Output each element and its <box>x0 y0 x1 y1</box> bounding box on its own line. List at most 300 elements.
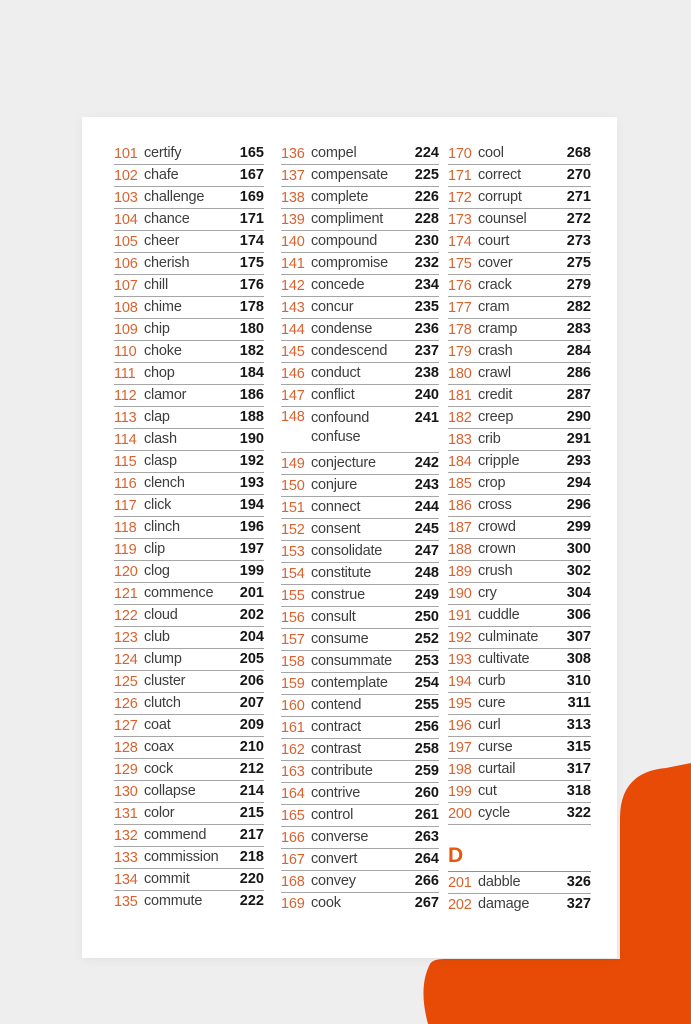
entry-word <box>144 342 240 361</box>
entry-page-number: 236 <box>414 321 439 337</box>
entry-word-line: construe <box>311 587 366 603</box>
entry-number: 135 <box>114 893 138 910</box>
entry-word-line: counsel <box>478 211 527 227</box>
index-entry <box>281 165 439 187</box>
entry-page-number: 206 <box>239 673 264 689</box>
index-entry <box>448 872 591 894</box>
entry-number: 182 <box>448 409 472 426</box>
entry-word <box>311 144 415 163</box>
entry-page-number: 225 <box>414 167 439 183</box>
entry-word-line: cycle <box>478 805 511 821</box>
section-header <box>448 825 591 872</box>
entry-number: 190 <box>448 585 472 602</box>
index-entry <box>281 541 439 563</box>
entry-word <box>144 254 240 273</box>
entry-number: 198 <box>448 761 472 778</box>
entry-word-line: contemplate <box>311 675 388 691</box>
index-entry <box>281 187 439 209</box>
entry-page-number: 290 <box>566 409 591 425</box>
entry-word-line: control <box>311 807 354 823</box>
entry-number: 163 <box>281 763 305 780</box>
index-entry <box>114 451 264 473</box>
entry-page-number: 205 <box>239 651 264 667</box>
entry-page-number: 214 <box>239 783 264 799</box>
entry-word <box>144 738 240 757</box>
index-entry <box>281 695 439 717</box>
entry-number: 173 <box>448 211 472 228</box>
entry-word-line: convert <box>311 851 358 867</box>
entry-word <box>478 540 567 559</box>
entry-word <box>478 606 567 625</box>
index-entry <box>114 649 264 671</box>
index-entry <box>114 143 264 165</box>
index-column <box>448 143 591 915</box>
entry-word-line: cherish <box>144 255 190 271</box>
index-entry <box>448 341 591 363</box>
entry-word-line: concur <box>311 299 354 315</box>
entry-word <box>478 650 567 669</box>
index-entry <box>281 607 439 629</box>
entry-page-number: 258 <box>414 741 439 757</box>
entry-word <box>478 452 567 471</box>
entry-word-line: cluster <box>144 673 186 689</box>
entry-page-number: 220 <box>239 871 264 887</box>
entry-number: 162 <box>281 741 305 758</box>
entry-word-line: clog <box>144 563 170 579</box>
entry-word <box>311 498 415 517</box>
entry-word <box>144 320 240 339</box>
index-entry <box>281 871 439 893</box>
entry-number: 155 <box>281 587 305 604</box>
entry-page-number: 171 <box>239 211 264 227</box>
entry-number: 136 <box>281 145 305 162</box>
entry-page-number: 293 <box>566 453 591 469</box>
entry-word-line: curb <box>478 673 506 689</box>
entry-word-line: chill <box>144 277 168 293</box>
entry-page-number: 284 <box>566 343 591 359</box>
entry-number: 123 <box>114 629 138 646</box>
entry-number: 160 <box>281 697 305 714</box>
entry-page-number: 317 <box>566 761 591 777</box>
entry-word <box>311 454 415 473</box>
entry-page-number: 234 <box>414 277 439 293</box>
entry-word-line: consume <box>311 631 369 647</box>
entry-number: 186 <box>448 497 472 514</box>
entry-word-line: connect <box>311 499 361 515</box>
entry-number: 132 <box>114 827 138 844</box>
entry-word <box>144 452 240 471</box>
entry-word-line: credit <box>478 387 513 403</box>
entry-word-line: contribute <box>311 763 373 779</box>
index-entry <box>448 539 591 561</box>
entry-number: 151 <box>281 499 305 516</box>
entry-word-line: cheer <box>144 233 180 249</box>
index-entry <box>281 385 439 407</box>
entry-word <box>478 320 567 339</box>
entry-number: 194 <box>448 673 472 690</box>
entry-word-line: cut <box>478 783 497 799</box>
entry-number: 141 <box>281 255 305 272</box>
entry-word-line: choke <box>144 343 182 359</box>
index-entry <box>448 231 591 253</box>
entry-word-line: conjecture <box>311 455 376 471</box>
index-entry <box>281 253 439 275</box>
index-entry <box>281 717 439 739</box>
entry-word <box>311 254 415 273</box>
entry-page-number: 242 <box>414 455 439 471</box>
entry-word <box>311 652 415 671</box>
entry-number: 134 <box>114 871 138 888</box>
entry-word <box>478 166 567 185</box>
index-entry <box>448 737 591 759</box>
entry-number: 111 <box>114 365 136 382</box>
entry-page-number: 255 <box>414 697 439 713</box>
entry-page-number: 175 <box>239 255 264 271</box>
entry-page-number: 260 <box>414 785 439 801</box>
entry-number: 172 <box>448 189 472 206</box>
entry-word <box>478 628 567 647</box>
entry-word-line: cross <box>478 497 512 513</box>
index-entry <box>114 297 264 319</box>
entry-word <box>144 232 240 251</box>
entry-word-line: click <box>144 497 172 513</box>
entry-page-number: 311 <box>567 695 591 711</box>
entry-word <box>478 386 567 405</box>
entry-word <box>311 762 415 781</box>
blob-bottom-band <box>423 959 691 1024</box>
entry-word-line: cool <box>478 145 504 161</box>
entry-word <box>311 564 415 583</box>
entry-page-number: 169 <box>239 189 264 205</box>
entry-word-line: cultivate <box>478 651 530 667</box>
index-entry <box>114 165 264 187</box>
entry-page-number: 308 <box>566 651 591 667</box>
entry-number: 129 <box>114 761 138 778</box>
entry-word-line: clump <box>144 651 182 667</box>
entry-word-line: club <box>144 629 170 645</box>
entry-page-number: 315 <box>566 739 591 755</box>
entry-word-line: contract <box>311 719 361 735</box>
entry-word <box>478 298 567 317</box>
entry-number: 180 <box>448 365 472 382</box>
entry-number: 179 <box>448 343 472 360</box>
entry-page-number: 275 <box>566 255 591 271</box>
entry-word-line: collapse <box>144 783 196 799</box>
index-entry <box>448 209 591 231</box>
entry-number: 149 <box>281 455 305 472</box>
entry-number: 175 <box>448 255 472 272</box>
entry-word <box>478 276 567 295</box>
entry-page-number: 243 <box>414 477 439 493</box>
index-entry <box>114 869 264 891</box>
entry-page-number: 322 <box>566 805 591 821</box>
entry-page-number: 286 <box>566 365 591 381</box>
entry-word-line: clip <box>144 541 165 557</box>
entry-word <box>144 210 240 229</box>
index-entry <box>114 363 264 385</box>
index-entry <box>281 497 439 519</box>
entry-word-line: cover <box>478 255 513 271</box>
entry-number: 138 <box>281 189 305 206</box>
entry-page-number: 244 <box>414 499 439 515</box>
entry-word <box>311 342 415 361</box>
index-entry <box>281 407 439 453</box>
entry-word <box>311 586 415 605</box>
entry-number: 177 <box>448 299 472 316</box>
index-entry <box>448 451 591 473</box>
entry-word <box>311 232 415 251</box>
index-entry <box>114 781 264 803</box>
index-entry <box>448 605 591 627</box>
entry-word <box>144 408 240 427</box>
index-entry <box>281 341 439 363</box>
index-entry <box>448 583 591 605</box>
entry-number: 169 <box>281 895 305 912</box>
index-entry <box>114 209 264 231</box>
entry-word-line: cock <box>144 761 174 777</box>
entry-word-line: clasp <box>144 453 177 469</box>
entry-word <box>311 872 415 891</box>
entry-word-line: crowd <box>478 519 516 535</box>
entry-number: 116 <box>114 475 137 492</box>
entry-page-number: 248 <box>414 565 439 581</box>
index-entry <box>448 429 591 451</box>
entry-number: 191 <box>448 607 472 624</box>
entry-number: 127 <box>114 717 138 734</box>
index-entry <box>281 519 439 541</box>
index-column <box>114 143 264 912</box>
index-entry <box>281 893 439 914</box>
entry-number: 112 <box>114 387 137 404</box>
entry-word <box>478 364 567 383</box>
entry-word-line: complete <box>311 189 369 205</box>
entry-word <box>311 276 415 295</box>
index-entry <box>281 673 439 695</box>
index-entry <box>114 847 264 869</box>
index-entry <box>448 297 591 319</box>
entry-word-line: cramp <box>478 321 518 337</box>
entry-number: 184 <box>448 453 472 470</box>
entry-page-number: 201 <box>239 585 264 601</box>
entry-word <box>478 342 567 361</box>
entry-number: 195 <box>448 695 472 712</box>
entry-word <box>144 826 240 845</box>
entry-word-line: confound <box>311 410 370 426</box>
entry-page-number: 247 <box>414 543 439 559</box>
entry-word <box>478 232 567 251</box>
entry-number: 139 <box>281 211 305 228</box>
entry-word <box>144 430 240 449</box>
entry-word <box>144 628 240 647</box>
entry-word-line: contrive <box>311 785 361 801</box>
entry-word <box>478 738 567 757</box>
section-header-label: D <box>448 844 464 867</box>
entry-word <box>144 386 240 405</box>
entry-number: 152 <box>281 521 305 538</box>
entry-number: 120 <box>114 563 138 580</box>
entry-number: 167 <box>281 851 305 868</box>
entry-word-line: crib <box>478 431 501 447</box>
entry-page-number: 165 <box>239 145 264 161</box>
entry-number: 145 <box>281 343 305 360</box>
entry-word-line: dabble <box>478 874 521 890</box>
entry-word-line: contrast <box>311 741 361 757</box>
index-entry <box>281 275 439 297</box>
entry-word <box>144 760 240 779</box>
entry-page-number: 299 <box>566 519 591 535</box>
entry-page-number: 222 <box>239 893 264 909</box>
entry-word <box>144 782 240 801</box>
entry-word <box>144 540 240 559</box>
entry-word <box>311 850 415 869</box>
entry-page-number: 192 <box>239 453 264 469</box>
entry-word <box>311 298 415 317</box>
entry-word <box>144 650 240 669</box>
entry-word-line: cloud <box>144 607 178 623</box>
entry-word <box>478 144 567 163</box>
entry-word-line: commit <box>144 871 190 887</box>
entry-word <box>311 630 415 649</box>
entry-number: 110 <box>114 343 137 360</box>
entry-word-line: curse <box>478 739 513 755</box>
entry-number: 144 <box>281 321 305 338</box>
entry-word <box>311 894 415 913</box>
entry-number: 121 <box>114 585 138 602</box>
entry-page-number: 264 <box>414 851 439 867</box>
entry-word <box>144 892 240 911</box>
index-entry <box>448 319 591 341</box>
entry-page-number: 273 <box>566 233 591 249</box>
entry-word <box>478 584 567 603</box>
entry-number: 200 <box>448 805 472 822</box>
entry-page-number: 300 <box>566 541 591 557</box>
index-entry <box>448 803 591 825</box>
entry-word <box>478 254 567 273</box>
index-entry <box>281 231 439 253</box>
entry-word <box>311 718 415 737</box>
entry-word <box>311 784 415 803</box>
entry-number: 143 <box>281 299 305 316</box>
entry-page-number: 193 <box>239 475 264 491</box>
entry-word-line: chip <box>144 321 170 337</box>
index-entry <box>281 453 439 475</box>
entry-number: 193 <box>448 651 472 668</box>
entry-word-line: condescend <box>311 343 388 359</box>
index-entry <box>114 319 264 341</box>
entry-word-line: crown <box>478 541 516 557</box>
entry-number: 101 <box>114 145 138 162</box>
entry-word-line: correct <box>478 167 521 183</box>
entry-word-line: cry <box>478 585 497 601</box>
index-entry <box>114 561 264 583</box>
entry-word-line: clash <box>144 431 177 447</box>
index-column <box>281 143 439 914</box>
entry-word <box>144 848 240 867</box>
entry-word-line: consent <box>311 521 361 537</box>
index-entry <box>448 253 591 275</box>
index-entry <box>114 825 264 847</box>
index-entry <box>448 671 591 693</box>
entry-word <box>311 696 415 715</box>
entry-word-line: challenge <box>144 189 205 205</box>
entry-page-number: 228 <box>414 211 439 227</box>
entry-word-line: constitute <box>311 565 372 581</box>
entry-page-number: 188 <box>239 409 264 425</box>
entry-word-line: crawl <box>478 365 511 381</box>
entry-page-number: 266 <box>414 873 439 889</box>
entry-word-line: crack <box>478 277 512 293</box>
entry-page-number: 207 <box>239 695 264 711</box>
index-entry <box>114 385 264 407</box>
entry-word-line: coat <box>144 717 171 733</box>
entry-page-number: 270 <box>566 167 591 183</box>
entry-word-line: coax <box>144 739 174 755</box>
entry-number: 109 <box>114 321 138 338</box>
index-entry <box>114 231 264 253</box>
entry-page-number: 174 <box>239 233 264 249</box>
entry-word <box>311 320 415 339</box>
index-entry <box>114 891 264 912</box>
entry-word <box>144 694 240 713</box>
entry-word <box>478 430 567 449</box>
entry-word <box>144 298 240 317</box>
entry-word <box>144 144 240 163</box>
entry-page-number: 202 <box>239 607 264 623</box>
entry-page-number: 180 <box>239 321 264 337</box>
entry-page-number: 197 <box>239 541 264 557</box>
entry-number: 168 <box>281 873 305 890</box>
entry-number: 148 <box>281 409 305 425</box>
entry-number: 157 <box>281 631 305 648</box>
entry-page-number: 310 <box>566 673 591 689</box>
entry-page-number: 241 <box>414 410 439 426</box>
index-entry <box>448 407 591 429</box>
entry-number: 128 <box>114 739 138 756</box>
entry-number: 108 <box>114 299 138 316</box>
entry-page-number: 287 <box>566 387 591 403</box>
entry-page-number: 256 <box>414 719 439 735</box>
entry-number: 119 <box>114 541 137 558</box>
entry-page-number: 279 <box>566 277 591 293</box>
entry-page-number: 235 <box>414 299 439 315</box>
entry-word <box>311 542 415 561</box>
index-entry <box>448 363 591 385</box>
entry-word-line: curl <box>478 717 501 733</box>
index-entry <box>448 894 591 915</box>
entry-page-number: 291 <box>566 431 591 447</box>
entry-number: 137 <box>281 167 305 184</box>
entry-page-number: 209 <box>239 717 264 733</box>
entry-number: 147 <box>281 387 305 404</box>
entry-number: 197 <box>448 739 472 756</box>
entry-word <box>144 496 240 515</box>
index-entry <box>281 475 439 497</box>
entry-word <box>144 188 240 207</box>
entry-word <box>144 870 240 889</box>
index-entry <box>448 561 591 583</box>
entry-word-line: certify <box>144 145 182 161</box>
entry-word <box>311 806 415 825</box>
entry-number: 124 <box>114 651 138 668</box>
entry-number: 130 <box>114 783 138 800</box>
entry-word-line: cook <box>311 895 341 911</box>
entry-word-line: conduct <box>311 365 361 381</box>
entry-number: 117 <box>114 497 137 514</box>
index-entry <box>114 715 264 737</box>
entry-word <box>311 520 415 539</box>
entry-word <box>478 188 567 207</box>
entry-page-number: 178 <box>239 299 264 315</box>
